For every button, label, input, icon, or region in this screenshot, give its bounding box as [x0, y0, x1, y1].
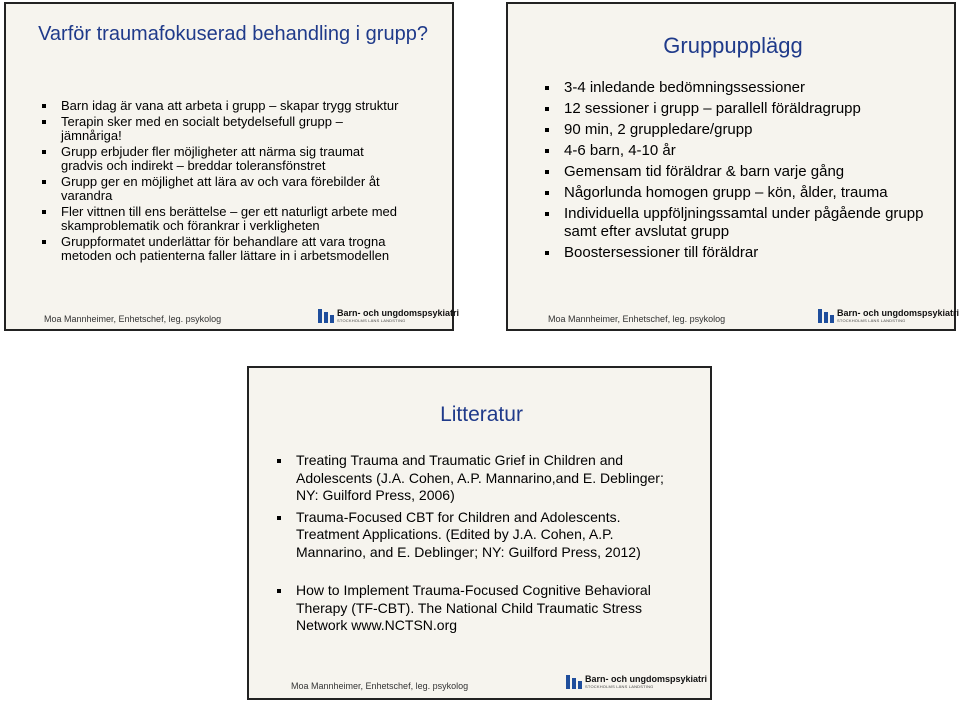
square-bullet-icon	[545, 128, 549, 132]
list-item	[545, 121, 940, 139]
list-item	[42, 99, 402, 113]
bup-logo	[566, 674, 707, 689]
logo-subtitle: STOCKHOLMS LÄNS LANDSTING	[837, 318, 906, 323]
logo-subtitle: STOCKHOLMS LÄNS LANDSTING	[585, 684, 654, 689]
bullet-text: Gruppformatet underlättar för behandlare att vara trogna metoden och patienterna faller lättare in i arbetsmodellen	[61, 234, 390, 263]
list-item	[545, 205, 940, 241]
bullet-text: 3-4 inledande bedömningssessioner	[564, 79, 805, 96]
square-bullet-icon	[545, 170, 549, 174]
bup-logo-icon	[566, 675, 582, 689]
bup-logo	[318, 308, 459, 323]
list-item	[277, 509, 667, 562]
square-bullet-icon	[42, 104, 46, 108]
square-bullet-icon	[42, 150, 46, 154]
logo-name: Barn- och ungdomspsykiatri	[837, 308, 960, 318]
logo-subtitle: STOCKHOLMS LÄNS LANDSTING	[337, 318, 406, 323]
list-item	[545, 184, 940, 202]
square-bullet-icon	[545, 191, 549, 195]
square-bullet-icon	[277, 459, 281, 463]
bullet-text: Fler vittnen till ens berättelse – ger ett naturligt arbete med skamproblematik och förankrar i verkligheten	[61, 204, 398, 233]
list-item	[42, 145, 402, 173]
list-item	[545, 79, 940, 97]
list-item	[545, 244, 940, 262]
bullet-text: 90 min, 2 gruppledare/grupp	[564, 121, 753, 138]
list-item	[545, 100, 940, 118]
list-item	[545, 163, 940, 181]
bullet-list	[42, 99, 402, 265]
bullet-text: 4-6 barn, 4-10 år	[564, 142, 676, 159]
slide-title: Varför traumafokuserad behandling i grupp?	[38, 23, 428, 45]
list-item	[42, 205, 402, 233]
slide-literature	[247, 366, 712, 700]
bullet-text: Gemensam tid föräldrar & barn varje gång	[564, 163, 845, 180]
bullet-list	[277, 452, 667, 635]
list-item	[277, 582, 667, 635]
square-bullet-icon	[545, 86, 549, 90]
square-bullet-icon	[277, 589, 281, 593]
bullet-text: Grupp erbjuder fler möjligheter att närma sig traumat gradvis och indirekt – breddar toleransfönstret	[61, 144, 364, 173]
square-bullet-icon	[545, 149, 549, 153]
slide-footer: Moa Mannheimer, Enhetschef, leg. psykolog	[44, 314, 222, 324]
bullet-text: Terapin sker med en socialt betydelsefull grupp – jämnåriga!	[61, 114, 343, 143]
slide-group-structure	[506, 2, 960, 331]
logo-name: Barn- och ungdomspsykiatri	[337, 308, 460, 318]
list-item	[42, 175, 402, 203]
slide-footer: Moa Mannheimer, Enhetschef, leg. psykolog	[548, 314, 726, 324]
list-item	[42, 235, 402, 263]
square-bullet-icon	[545, 212, 549, 216]
bup-logo-icon	[818, 309, 834, 323]
bullet-list	[545, 79, 940, 265]
square-bullet-icon	[277, 516, 281, 520]
logo-name: Barn- och ungdomspsykiatri	[585, 674, 708, 684]
slide-title: Litteratur	[440, 403, 523, 426]
square-bullet-icon	[42, 240, 46, 244]
bullet-text: Individuella uppföljningssamtal under pågående grupp samt efter avslutat grupp	[564, 205, 924, 240]
list-item	[277, 452, 667, 505]
bullet-text: How to Implement Trauma-Focused Cognitive Behavioral Therapy (TF-CBT). The National Child Traumatic Stress Network www.NCTSN.org	[296, 582, 651, 633]
list-item	[545, 142, 940, 160]
square-bullet-icon	[42, 210, 46, 214]
bup-logo	[818, 308, 959, 323]
square-bullet-icon	[42, 120, 46, 124]
bup-logo-icon	[318, 309, 334, 323]
bullet-text: Barn idag är vana att arbeta i grupp – skapar trygg struktur	[61, 98, 399, 113]
list-item	[42, 115, 402, 143]
slide-title: Gruppupplägg	[663, 33, 803, 58]
square-bullet-icon	[545, 107, 549, 111]
bullet-text: Grupp ger en möjlighet att lära av och vara förebilder åt varandra	[61, 174, 380, 203]
bullet-text: Någorlunda homogen grupp – kön, ålder, trauma	[564, 184, 888, 201]
slide-why-group	[4, 2, 460, 331]
square-bullet-icon	[545, 251, 549, 255]
slide-footer: Moa Mannheimer, Enhetschef, leg. psykolog	[291, 681, 469, 691]
square-bullet-icon	[42, 180, 46, 184]
bullet-text: Boostersessioner till föräldrar	[564, 244, 759, 261]
bullet-text: 12 sessioner i grupp – parallell föräldragrupp	[564, 100, 861, 117]
bullet-text: Trauma-Focused CBT for Children and Adolescents. Treatment Applications. (Edited by J.A. Cohen, A.P. Mannarino, and E. Deblinger; NY: Guilford Press, 2012)	[296, 508, 641, 560]
bullet-text: Treating Trauma and Traumatic Grief in Children and Adolescents (J.A. Cohen, A.P. Mannarino,and E. Deblinger; NY: Guilford Press, 2006)	[296, 452, 664, 503]
